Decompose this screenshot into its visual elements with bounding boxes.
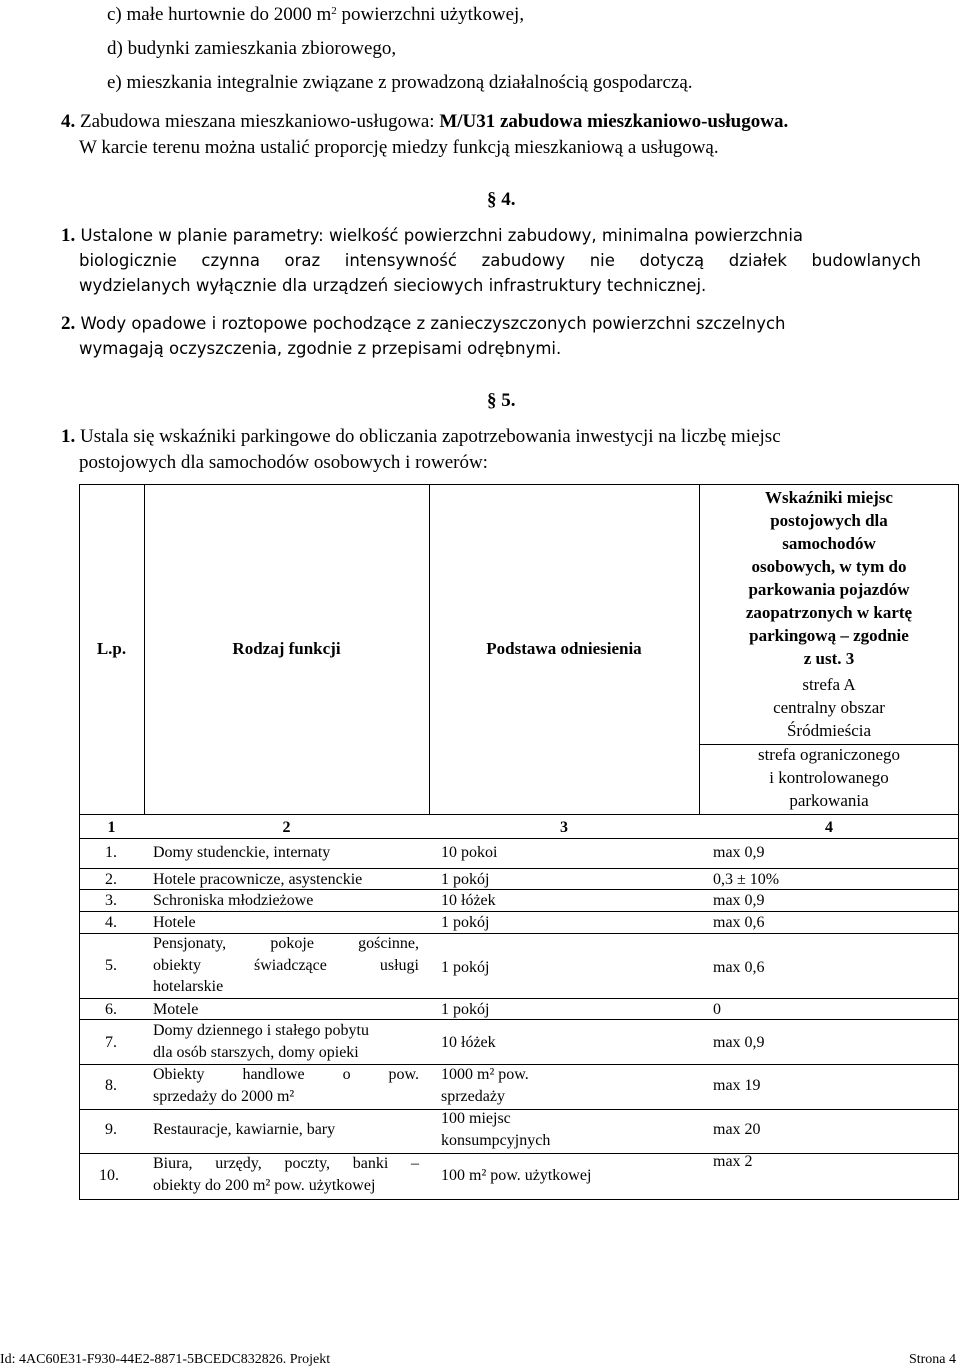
table-border <box>79 998 959 999</box>
table-border <box>79 1199 959 1200</box>
paragraph-4-1-line-1 <box>61 224 921 247</box>
paragraph-4-1-line-3: wydzielanych wyłącznie dla urządzeń sieciowych infrastruktury technicznej. <box>79 276 707 295</box>
table-row-10-rodzaj: Biura, urzędy, poczty, banki – <box>153 1155 419 1172</box>
list-item-text: d) budynki zamieszkania zbiorowego, <box>107 38 397 59</box>
table-row-6-rodzaj: Motele <box>153 1001 199 1018</box>
paragraph-number: 2. <box>61 313 76 334</box>
col-number-4: 4 <box>825 819 833 836</box>
header-wskazniki-line: postojowych dla <box>770 511 888 530</box>
paragraph-5-1-line-2: postojowych dla samochodów osobowych i rowerów: <box>79 452 488 473</box>
parking-table <box>79 484 959 1200</box>
header-podstawa-odniesienia: Podstawa odniesienia <box>486 639 642 658</box>
table-row-5-lp: 5. <box>105 957 117 974</box>
strefa-a-line: strefa A <box>802 675 856 694</box>
table-row-10-podstawa: 100 m² pow. użytkowej <box>441 1167 592 1184</box>
table-border <box>79 1019 959 1020</box>
table-row-9-podstawa: 100 miejsc <box>441 1110 511 1127</box>
header-wskazniki <box>699 486 959 670</box>
table-row-4-rodzaj: Hotele <box>153 914 196 931</box>
header-wskazniki-line: samochodów <box>782 534 876 553</box>
table-border <box>79 484 959 485</box>
table-row-7-podstawa: 10 łóżek <box>441 1034 496 1051</box>
table-row-2-lp: 2. <box>105 871 117 888</box>
table-row-6-lp: 6. <box>105 1001 117 1018</box>
table-row-10-wartosc: max 2 <box>713 1153 753 1170</box>
table-row-7-rodzaj: Domy dziennego i stałego pobytu <box>153 1022 369 1039</box>
table-row-5-rodzaj: Pensjonaty, pokoje gościnne, <box>153 935 419 952</box>
item-text: Zabudowa mieszana mieszkaniowo-usługowa: <box>75 111 440 132</box>
table-row-8-rodzaj: Obiekty handlowe o pow. <box>153 1066 419 1083</box>
paragraph-4-1-line-2: biologicznie czynna oraz intensywność zabudowy nie dotyczą działek budowlanych <box>79 251 921 270</box>
table-row-6-podstawa: 1 pokój <box>441 1001 490 1018</box>
table-row-5-podstawa: 1 pokój <box>441 959 490 976</box>
item-4 <box>61 110 788 133</box>
paragraph-number: 1. <box>61 225 76 246</box>
strefa-a-line: centralny obszar <box>773 698 885 717</box>
table-row-1-wartosc: max 0,9 <box>713 844 765 861</box>
table-row-7-lp: 7. <box>105 1034 117 1051</box>
list-item-c <box>107 3 524 26</box>
table-row-2-rodzaj: Hotele pracownicze, asystenckie <box>153 871 363 888</box>
table-row-10-lp: 10. <box>99 1167 119 1184</box>
table-row-9-podstawa: konsumpcyjnych <box>441 1132 551 1149</box>
strefa-og-line: parkowania <box>789 791 869 810</box>
item-number: 4. <box>61 111 76 132</box>
table-border <box>79 814 959 815</box>
table-row-2-wartosc: 0,3 ± 10% <box>713 871 780 888</box>
table-row-2-podstawa: 1 pokój <box>441 871 490 888</box>
paragraph-4-2-line-1 <box>61 312 921 335</box>
section-heading-5: § 5. <box>487 390 516 411</box>
header-wskazniki-line: osobowych, w tym do <box>751 557 907 576</box>
page-number: Strona 4 <box>908 1352 956 1367</box>
table-row-9-wartosc: max 20 <box>713 1121 761 1138</box>
table-row-8-podstawa: 1000 m² pow. <box>441 1066 529 1083</box>
table-row-9-lp: 9. <box>105 1121 117 1138</box>
paragraph-text: Ustala się wskaźniki parkingowe do obliczania zapotrzebowania inwestycji na liczbę miejsc <box>80 426 781 447</box>
header-wskazniki-line: Wskaźniki miejsc <box>765 488 893 507</box>
header-strefa-ograniczonego <box>699 743 959 812</box>
table-border <box>79 1109 959 1110</box>
table-row-9-rodzaj: Restauracje, kawiarnie, bary <box>153 1121 336 1138</box>
table-border <box>79 838 959 839</box>
col-number-3: 3 <box>560 819 568 836</box>
table-row-1-lp: 1. <box>105 844 117 861</box>
header-rodzaj-funkcji: Rodzaj funkcji <box>232 639 341 658</box>
list-item-text: c) małe hurtownie do 2000 m <box>107 4 332 25</box>
section-heading-4: § 4. <box>487 189 516 210</box>
zone-symbol: M/U31 zabudowa mieszkaniowo-usługowa. <box>439 111 789 132</box>
table-row-7-rodzaj: dla osób starszych, domy opieki <box>153 1044 359 1061</box>
table-row-4-wartosc: max 0,6 <box>713 914 765 931</box>
table-row-5-rodzaj: hotelarskie <box>153 978 224 995</box>
table-row-8-lp: 8. <box>105 1077 117 1094</box>
header-wskazniki-line: zaopatrzonych w kartę <box>745 603 913 622</box>
document-id: Id: 4AC60E31-F930-44E2-8871-5BCEDC832826. Projekt <box>0 1352 331 1367</box>
table-border <box>79 889 959 890</box>
table-row-3-podstawa: 10 łóżek <box>441 892 496 909</box>
strefa-og-line: strefa ograniczonego <box>757 745 901 764</box>
list-item-d <box>107 37 396 60</box>
strefa-og-line: i kontrolowanego <box>769 768 889 787</box>
paragraph-number: 1. <box>61 426 76 447</box>
list-item-text: powierzchni użytkowej, <box>336 4 525 25</box>
col-number-2: 2 <box>282 819 291 836</box>
table-row-3-lp: 3. <box>105 892 117 909</box>
item-text: W karcie terenu można ustalić proporcję miedzy funkcją mieszkaniową a usługową. <box>79 137 719 158</box>
table-row-5-rodzaj: obiekty świadczące usługi <box>153 957 419 974</box>
strefa-a-line: Śródmieścia <box>786 721 872 740</box>
header-strefa-a <box>699 673 959 742</box>
list-item-e <box>107 71 693 94</box>
table-row-8-rodzaj: sprzedaży do 2000 m² <box>153 1088 295 1105</box>
table-row-10-rodzaj: obiekty do 200 m² pow. użytkowej <box>153 1177 376 1194</box>
col-number-1: 1 <box>107 819 116 836</box>
table-row-8-podstawa: sprzedaży <box>441 1088 505 1105</box>
paragraph-text: Ustalone w planie parametry: wielkość powierzchni zabudowy, minimalna powierzchnia <box>80 226 804 245</box>
paragraph-5-1-line-1 <box>61 425 781 448</box>
table-row-3-rodzaj: Schroniska młodzieżowe <box>153 892 314 909</box>
table-row-3-wartosc: max 0,9 <box>713 892 765 909</box>
superscript: 2 <box>331 5 337 17</box>
paragraph-text: Wody opadowe i roztopowe pochodzące z zanieczyszczonych powierzchni szczelnych <box>80 314 786 333</box>
table-row-8-wartosc: max 19 <box>713 1077 761 1094</box>
header-wskazniki-line: z ust. 3 <box>803 649 855 668</box>
table-border <box>79 868 959 869</box>
table-row-1-rodzaj: Domy studenckie, internaty <box>153 844 331 861</box>
table-row-7-wartosc: max 0,9 <box>713 1034 765 1051</box>
table-border <box>79 484 80 1200</box>
paragraph-4-2-line-2: wymagają oczyszczenia, zgodnie z przepisami odrębnymi. <box>79 339 562 358</box>
table-row-1-podstawa: 10 pokoi <box>441 844 498 861</box>
list-item-text: e) mieszkania integralnie związane z prowadzoną działalnością gospodarczą. <box>107 72 693 93</box>
table-row-5-wartosc: max 0,6 <box>713 959 765 976</box>
table-border <box>79 911 959 912</box>
header-lp: L.p. <box>96 639 127 658</box>
item-4-line-2 <box>79 136 719 159</box>
header-wskazniki-line: parkingową – zgodnie <box>749 626 909 645</box>
table-row-4-podstawa: 1 pokój <box>441 914 490 931</box>
table-row-6-wartosc: 0 <box>713 1001 721 1018</box>
table-row-4-lp: 4. <box>105 914 117 931</box>
header-wskazniki-line: parkowania pojazdów <box>748 580 910 599</box>
